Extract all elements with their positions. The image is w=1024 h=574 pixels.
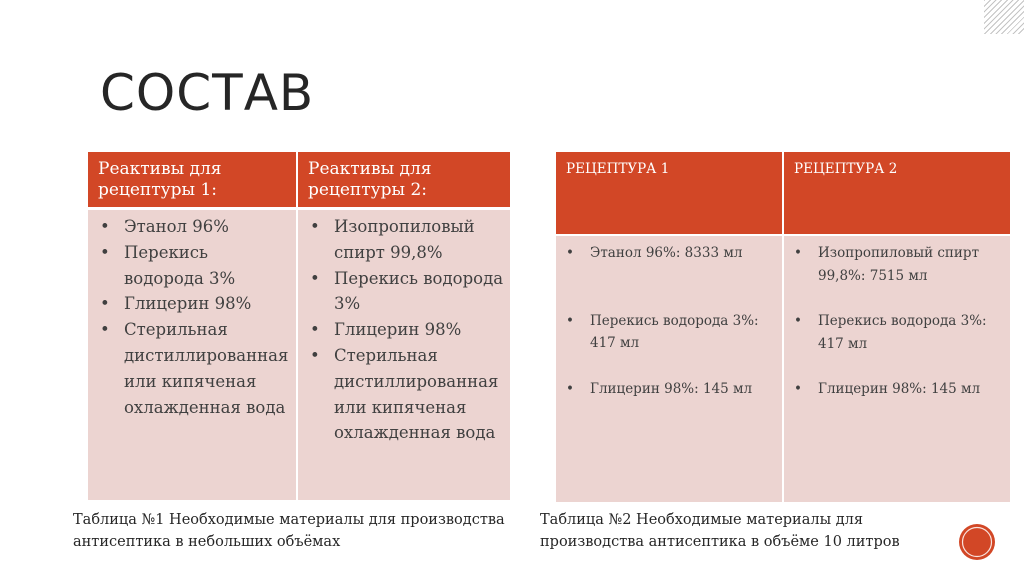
slide-number-circle-icon — [957, 522, 997, 562]
list-item: • Перекись водорода 3% — [98, 240, 292, 292]
table2-cell-recipe2 — [783, 235, 1010, 502]
list-item: • Глицерин 98% — [98, 291, 292, 317]
table2-header-recipe1: РЕЦЕПТУРА 1 — [556, 152, 783, 235]
table1-header-recipe1: Реактивы для рецептуры 1: — [88, 152, 297, 209]
list-item: • Перекись водорода 3%: 417 мл — [564, 310, 776, 355]
reagent-list-recipe2 — [308, 214, 506, 446]
list-item: • Стерильная дистиллированная или кипяченая охлажденная вода — [98, 317, 292, 420]
list-item: • Перекись водорода 3%: 417 мл — [792, 310, 1004, 355]
table2-cell-recipe1 — [556, 235, 783, 502]
list-item: • Глицерин 98%: 145 мл — [564, 378, 776, 401]
list-item: • Перекись водорода 3% — [308, 266, 506, 318]
table1-cell-recipe1 — [88, 209, 297, 500]
table1-header-recipe2: Реактивы для рецептуры 2: — [297, 152, 510, 209]
list-item: • Глицерин 98% — [308, 317, 506, 343]
table1-caption: Таблица №1 Необходимые материалы для производства антисептика в небольших объёмах — [73, 512, 505, 550]
list-item: • Стерильная дистиллированная или кипяченая охлажденная вода — [308, 343, 506, 446]
list-item: • Этанол 96% — [98, 214, 292, 240]
list-item: • Изопропиловый спирт 99,8%: 7515 мл — [792, 242, 1004, 287]
corner-stripes-decoration — [984, 0, 1024, 34]
list-item: • Изопропиловый спирт 99,8% — [308, 214, 506, 266]
quantities-table — [556, 152, 1010, 502]
reagents-table — [88, 152, 510, 500]
quantity-list-recipe1 — [564, 242, 776, 400]
reagent-list-recipe1 — [98, 214, 292, 420]
list-item: • Этанол 96%: 8333 мл — [564, 242, 776, 265]
quantity-list-recipe2 — [792, 242, 1004, 401]
list-item: • Глицерин 98%: 145 мл — [792, 378, 1004, 401]
table2-caption: Таблица №2 Необходимые материалы для производства антисептика в объёме 10 литров — [540, 512, 900, 550]
table2-header-recipe2: РЕЦЕПТУРА 2 — [783, 152, 1010, 235]
slide-title: СОСТАВ — [100, 64, 315, 122]
table1-cell-recipe2 — [297, 209, 510, 500]
